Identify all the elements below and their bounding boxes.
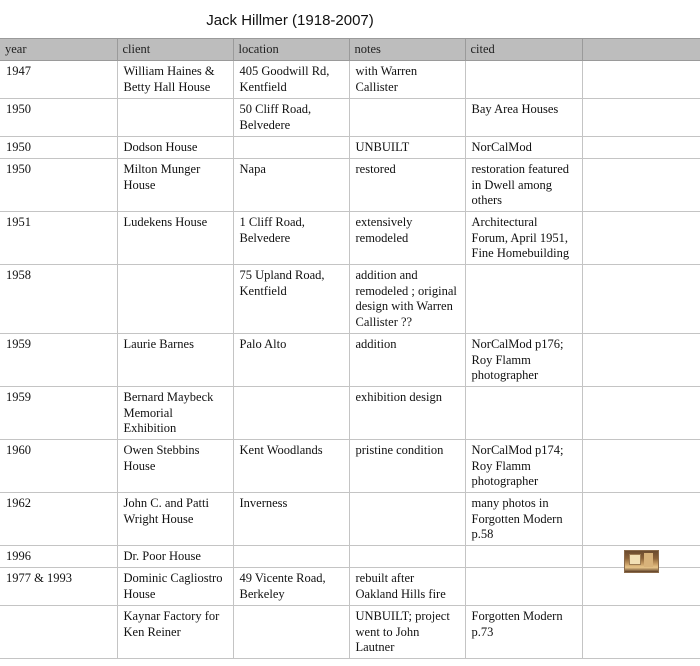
cell-notes: addition and remodeled ; original design with Warren Callister ?? [349,265,465,334]
cell-year: 1947 [0,61,117,99]
cell-notes: with Warren Callister [349,61,465,99]
cell-notes: restored [349,159,465,212]
cell-cited: Architectural Forum, April 1951, Fine Homebuilding [465,212,582,265]
table-row [0,440,700,493]
table-row [0,212,700,265]
header-location: location [233,39,349,61]
cell-year [0,606,117,659]
cell-cited: Bay Area Houses [465,99,582,137]
header-extra [582,39,700,61]
cell-cited [465,546,582,568]
table-row [0,546,700,568]
cell-cited [465,568,582,606]
cell-extra [582,212,700,265]
cell-notes [349,546,465,568]
table-row [0,137,700,159]
cell-location [233,546,349,568]
cell-notes [349,99,465,137]
cell-location: 50 Cliff Road, Belvedere [233,99,349,137]
cell-extra [582,334,700,387]
cell-location: Palo Alto [233,334,349,387]
table-row [0,265,700,334]
cell-location: 405 Goodwill Rd, Kentfield [233,61,349,99]
cell-extra [582,493,700,546]
cell-cited [465,61,582,99]
cell-cited [465,387,582,440]
cell-location: Napa [233,159,349,212]
cell-year: 1959 [0,387,117,440]
cell-cited: many photos in Forgotten Modern p.58 [465,493,582,546]
cell-extra [582,568,700,606]
table-row [0,159,700,212]
cell-year: 1960 [0,440,117,493]
cell-cited: Forgotten Modern p.73 [465,606,582,659]
cell-extra [582,99,700,137]
cell-year: 1950 [0,137,117,159]
cell-location: 75 Upland Road, Kentfield [233,265,349,334]
table-row [0,568,700,606]
cell-cited: NorCalMod [465,137,582,159]
table-row [0,61,700,99]
cell-client [117,99,233,137]
header-client: client [117,39,233,61]
table-row [0,334,700,387]
cell-year: 1950 [0,159,117,212]
cell-client: Dominic Cagliostro House [117,568,233,606]
cell-client: Dr. Poor House [117,546,233,568]
cell-location: Kent Woodlands [233,440,349,493]
cell-cited: NorCalMod p176; Roy Flamm photographer [465,334,582,387]
cell-location [233,606,349,659]
cell-notes: extensively remodeled [349,212,465,265]
cell-notes: addition [349,334,465,387]
cell-extra [582,137,700,159]
cell-year: 1951 [0,212,117,265]
cell-client: Kaynar Factory for Ken Reiner [117,606,233,659]
cell-extra [582,440,700,493]
cell-extra [582,159,700,212]
cell-cited: NorCalMod p174; Roy Flamm photographer [465,440,582,493]
cell-notes: UNBUILT [349,137,465,159]
cell-cited [465,265,582,334]
header-notes: notes [349,39,465,61]
cell-client: Dodson House [117,137,233,159]
cell-location: 49 Vicente Road, Berkeley [233,568,349,606]
cell-client: Laurie Barnes [117,334,233,387]
header-row [0,39,700,61]
cell-notes [349,493,465,546]
cell-location: 1 Cliff Road, Belvedere [233,212,349,265]
projects-table [0,38,700,659]
cell-client: Ludekens House [117,212,233,265]
cell-year: 1996 [0,546,117,568]
cell-location [233,387,349,440]
cell-client [117,265,233,334]
cell-cited: restoration featured in Dwell among others [465,159,582,212]
cell-year: 1977 & 1993 [0,568,117,606]
table-row [0,493,700,546]
cell-year: 1959 [0,334,117,387]
cell-notes: UNBUILT; project went to John Lautner [349,606,465,659]
table-row [0,99,700,137]
cell-year: 1958 [0,265,117,334]
cell-notes: pristine condition [349,440,465,493]
page-title: Jack Hillmer (1918-2007) [206,12,374,29]
cell-location [233,137,349,159]
table-row [0,606,700,659]
cell-extra [582,265,700,334]
cell-extra [582,606,700,659]
cell-client: Milton Munger House [117,159,233,212]
cell-year: 1962 [0,493,117,546]
cell-client: William Haines & Betty Hall House [117,61,233,99]
cell-notes: exhibition design [349,387,465,440]
cell-client: Bernard Maybeck Memorial Exhibition [117,387,233,440]
cell-extra [582,387,700,440]
cell-location: Inverness [233,493,349,546]
cell-client: Owen Stebbins House [117,440,233,493]
cell-notes: rebuilt after Oakland Hills fire [349,568,465,606]
header-year: year [0,39,117,61]
house-photo-thumbnail[interactable] [624,550,659,573]
header-cited: cited [465,39,582,61]
cell-extra [582,61,700,99]
cell-client: John C. and Patti Wright House [117,493,233,546]
table-row [0,387,700,440]
cell-year: 1950 [0,99,117,137]
